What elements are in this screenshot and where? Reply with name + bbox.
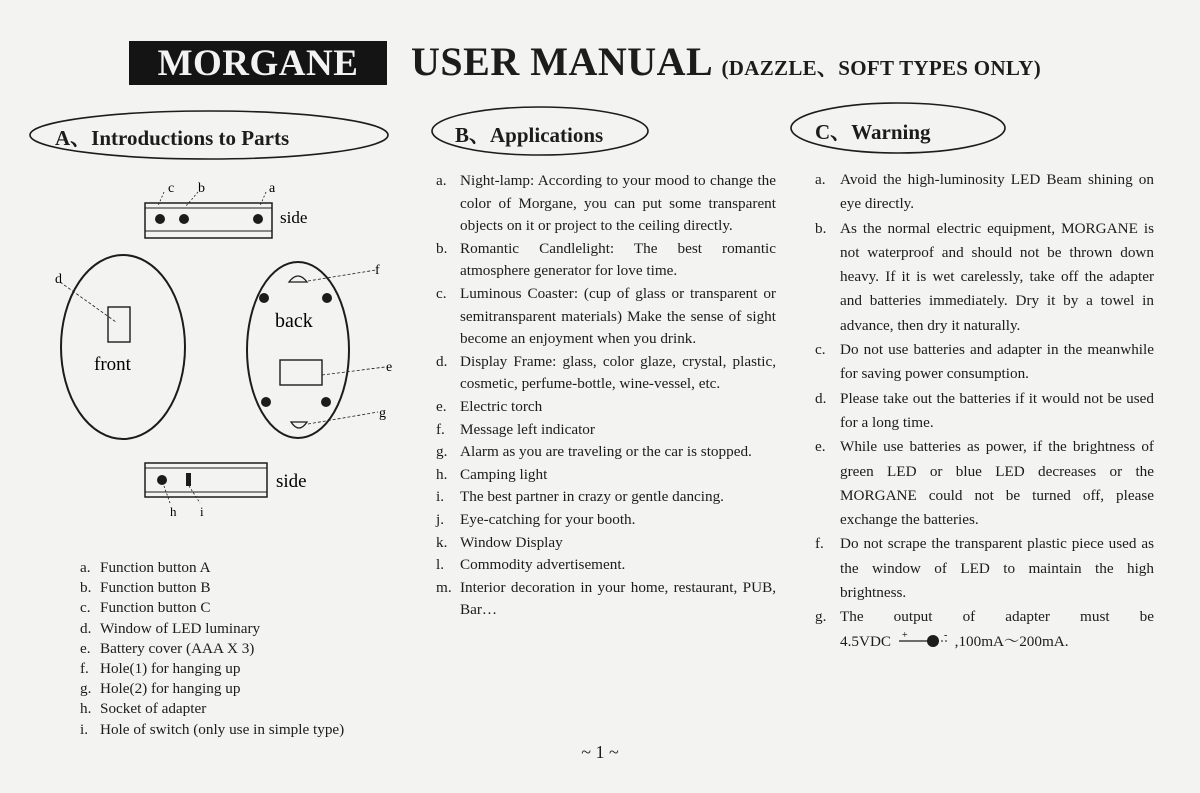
list-item: c. Do not use batteries and adapter in the meanwhile for saving power consumption. — [815, 341, 1154, 383]
button-b-dot — [179, 214, 189, 224]
callout-g: g — [379, 406, 386, 421]
heading-applications: B、Applications — [455, 123, 604, 147]
heading-parts: A、Introductions to Parts — [55, 126, 290, 150]
adapter-current: ,100mA～200mA. — [954, 632, 1069, 650]
callout-h: h — [170, 504, 177, 519]
led-window — [108, 307, 130, 342]
title-subtitle: (DAZZLE、SOFT TYPES ONLY) — [721, 56, 1042, 80]
top-side-view — [145, 181, 307, 238]
list-item: b. Romantic Candlelight: The best romantic atmosphere generator for love time. — [436, 239, 776, 280]
bottom-side-label: side — [276, 471, 307, 492]
parts-list — [80, 558, 420, 740]
front-label: front — [94, 354, 131, 375]
brand-name: MORGANE — [157, 42, 359, 84]
list-item: f. Do not scrape the transparent plastic piece used as the window of LED to maintain the high brightness. — [815, 535, 1154, 602]
back-label: back — [275, 310, 313, 332]
manual-title — [411, 38, 1041, 85]
adapter-spec — [840, 630, 1154, 654]
bottom-side-view — [145, 463, 307, 519]
polarity-icon — [895, 632, 951, 648]
parts-diagram — [40, 170, 420, 530]
title-main: USER MANUAL — [411, 39, 711, 84]
list-item: c. Luminous Coaster: (cup of glass or transparent or semitransparent materials) Make the sense of sight become an enjoyment when you drink. — [436, 284, 776, 348]
adapter-output-line: The output of adapter must be — [840, 608, 1154, 626]
page-number: ~ 1 ~ — [581, 742, 619, 762]
callout-f: f — [375, 263, 380, 278]
callout-e: e — [386, 360, 393, 375]
list-item: b. As the normal electric equipment, MORGANE is not waterproof and should not be thrown down heavy. If it is wet carelessly, take off the adapter and batteries immediately. Dry it by a towel in advance, then dry it naturally. — [815, 219, 1154, 334]
list-item: f. Message left indicator — [436, 420, 595, 438]
list-item: g. The output of adapter must be 4.5VDC + - ,100mA～200mA. — [815, 605, 1154, 654]
list-item: e. Battery cover (AAA X 3) — [80, 639, 255, 657]
top-side-label: side — [280, 208, 308, 227]
callout-i: i — [200, 504, 204, 519]
front-view — [55, 255, 185, 439]
label-c: c — [168, 181, 175, 196]
adapter-voltage: 4.5VDC — [840, 632, 892, 650]
back-view — [247, 262, 392, 438]
list-item: g. Alarm as you are traveling or the car is stopped. — [436, 443, 752, 461]
list-item: j. Eye-catching for your booth. — [436, 510, 636, 528]
list-item: a. Avoid the high-luminosity LED Beam shining on eye directly. — [815, 171, 1154, 213]
list-item: m. Interior decoration in your home, restaurant, PUB, Bar… — [436, 578, 776, 619]
list-item: c. Function button C — [80, 599, 211, 617]
list-item: e. While use batteries as power, if the brightness of green LED or blue LED decreases or the MORGANE could not be turned off, please exchange the batteries. — [815, 438, 1154, 529]
switch-hole — [186, 473, 191, 486]
list-item: k. Window Display — [436, 533, 563, 551]
polarity-plus: + — [901, 631, 908, 641]
warning-list — [815, 168, 1154, 654]
list-item: a. Function button A — [80, 559, 211, 576]
list-item: e. Electric torch — [436, 397, 543, 415]
list-item: d. Please take out the batteries if it would not be used for a long time. — [815, 389, 1154, 431]
brand-box — [129, 41, 387, 85]
button-a-dot — [253, 214, 263, 224]
list-item: h. Socket of adapter — [80, 700, 207, 718]
adapter-socket-dot — [157, 475, 167, 485]
battery-cover — [280, 360, 322, 385]
list-item: i. The best partner in crazy or gentle dancing. — [436, 488, 724, 506]
list-item: g. Hole(2) for hanging up — [80, 680, 241, 698]
callout-d: d — [55, 272, 62, 287]
button-c-dot — [155, 214, 165, 224]
list-item: l. Commodity advertisement. — [436, 556, 626, 574]
list-item: f. Hole(1) for hanging up — [80, 660, 241, 678]
label-a: a — [269, 181, 276, 196]
list-item: d. Display Frame: glass, color glaze, crystal, plastic, cosmetic, perfume-bottle, wine-vessel, etc. — [436, 352, 776, 393]
list-item: i. Hole of switch (only use in simple type) — [80, 720, 345, 738]
heading-warning: C、Warning — [815, 120, 931, 144]
list-item: h. Camping light — [436, 465, 548, 483]
polarity-minus: - — [943, 631, 948, 641]
label-b: b — [198, 181, 205, 196]
list-item: b. Function button B — [80, 579, 211, 597]
list-item: d. Window of LED luminary — [80, 619, 261, 637]
list-item: a. Night-lamp: According to your mood to change the color of Morgane, you can put some transparent objects on it or project to the ceiling directly. — [436, 172, 776, 235]
applications-list — [436, 170, 776, 622]
